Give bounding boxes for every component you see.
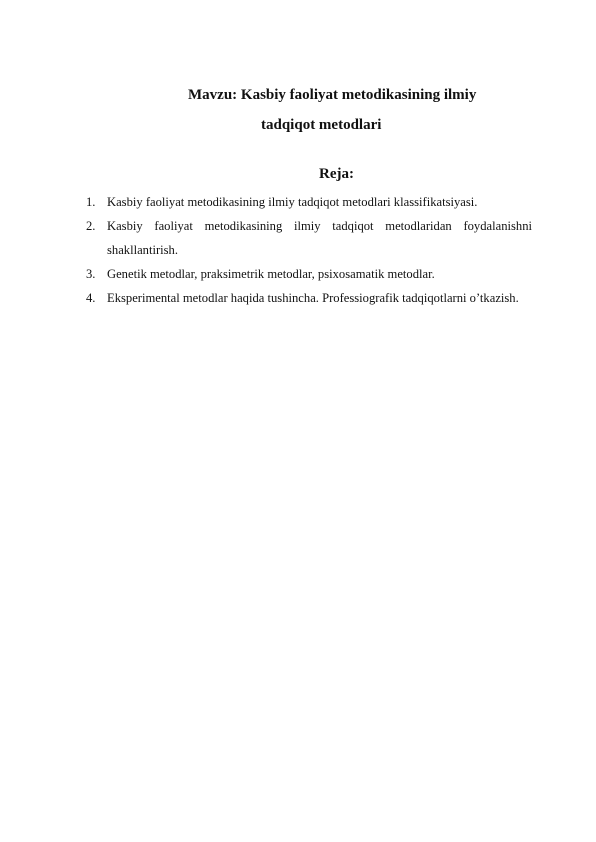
topic-title-line-1: Mavzu: Kasbiy faoliyat metodikasining ilmiy	[188, 87, 477, 103]
plan-item-number: 1.	[86, 195, 96, 209]
topic-title-line-2: tadqiqot metodlari	[261, 117, 382, 133]
plan-heading: Reja:	[319, 166, 354, 182]
plan-item-4	[86, 286, 532, 310]
plan-item-number: 3.	[86, 267, 96, 281]
plan-item-number: 4.	[86, 291, 96, 305]
plan-item-2	[86, 214, 532, 262]
plan-item-text: Kasbiy faoliyat metodikasining ilmiy tadqiqot metodlaridan foydalanishni shakllantirish.	[107, 219, 532, 257]
plan-list	[86, 190, 532, 310]
plan-item-text: Eksperimental metodlar haqida tushincha. Professiografik tadqiqotlarni o’tkazish.	[107, 291, 519, 305]
plan-item-1	[86, 190, 532, 214]
plan-item-text: Kasbiy faoliyat metodikasining ilmiy tadqiqot metodlari klassifikatsiyasi.	[107, 195, 478, 209]
plan-item-number: 2.	[86, 219, 96, 233]
plan-item-text: Genetik metodlar, praksimetrik metodlar, psixosamatik metodlar.	[107, 267, 435, 281]
plan-item-3	[86, 262, 532, 286]
